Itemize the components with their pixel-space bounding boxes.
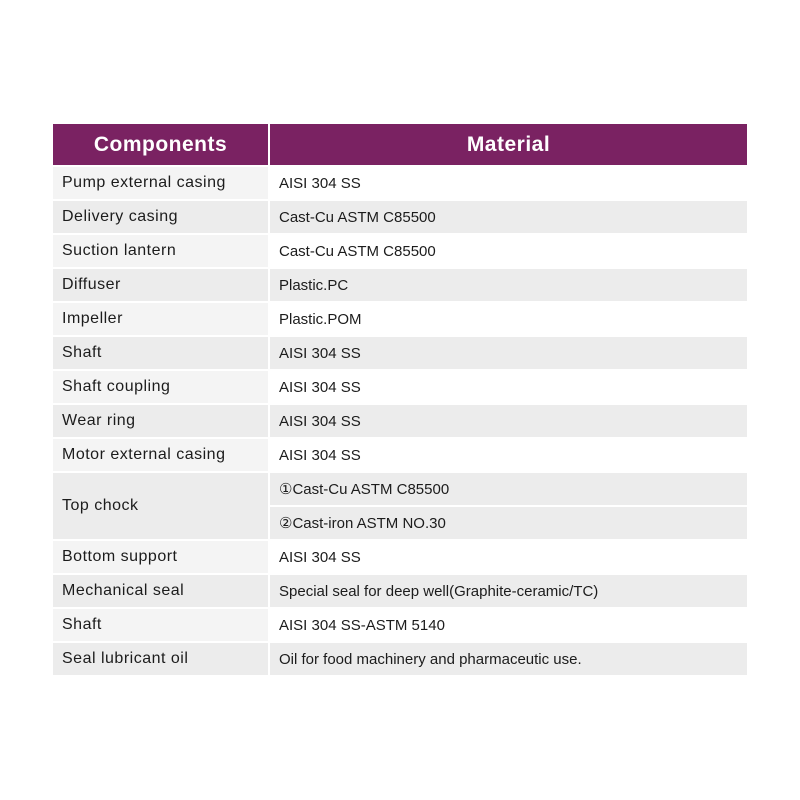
component-cell: Shaft coupling: [53, 371, 270, 403]
materials-table-container: [53, 124, 747, 677]
component-cell: Shaft: [53, 609, 270, 641]
table-header-row: [53, 124, 747, 165]
table-row: [53, 167, 747, 199]
material-cell: AISI 304 SS: [270, 371, 747, 403]
material-cell: AISI 304 SS-ASTM 5140: [270, 609, 747, 641]
material-cell: AISI 304 SS: [270, 405, 747, 437]
header-material: Material: [270, 124, 747, 165]
table-row: [53, 575, 747, 607]
table-row: [53, 643, 747, 675]
table-row: [53, 371, 747, 403]
table-row: [53, 439, 747, 471]
material-cell: Oil for food machinery and pharmaceutic use.: [270, 643, 747, 675]
material-cell: AISI 304 SS: [270, 541, 747, 573]
table-row: [53, 609, 747, 641]
component-cell: Pump external casing: [53, 167, 270, 199]
table-row: [53, 201, 747, 233]
table-row: [53, 337, 747, 369]
material-cell: Plastic.POM: [270, 303, 747, 335]
material-cell: ②Cast-iron ASTM NO.30: [270, 507, 747, 539]
table-row: [53, 473, 747, 505]
table-row: [53, 541, 747, 573]
component-cell: Bottom support: [53, 541, 270, 573]
material-cell: Cast-Cu ASTM C85500: [270, 201, 747, 233]
material-cell: AISI 304 SS: [270, 337, 747, 369]
component-cell: Suction lantern: [53, 235, 270, 267]
material-cell: Plastic.PC: [270, 269, 747, 301]
component-cell: Shaft: [53, 337, 270, 369]
materials-table: [53, 122, 747, 677]
material-cell: Cast-Cu ASTM C85500: [270, 235, 747, 267]
component-cell: Mechanical seal: [53, 575, 270, 607]
component-cell: Seal lubricant oil: [53, 643, 270, 675]
table-row: [53, 235, 747, 267]
component-cell: Motor external casing: [53, 439, 270, 471]
component-cell: Impeller: [53, 303, 270, 335]
component-cell: Delivery casing: [53, 201, 270, 233]
material-cell: AISI 304 SS: [270, 439, 747, 471]
table-row: [53, 303, 747, 335]
component-cell: Wear ring: [53, 405, 270, 437]
component-cell: Diffuser: [53, 269, 270, 301]
table-row: [53, 269, 747, 301]
material-cell: Special seal for deep well(Graphite-ceramic/TC): [270, 575, 747, 607]
material-cell: AISI 304 SS: [270, 167, 747, 199]
component-cell: Top chock: [53, 473, 270, 539]
header-components: Components: [53, 124, 270, 165]
material-cell: ①Cast-Cu ASTM C85500: [270, 473, 747, 505]
table-row: [53, 405, 747, 437]
